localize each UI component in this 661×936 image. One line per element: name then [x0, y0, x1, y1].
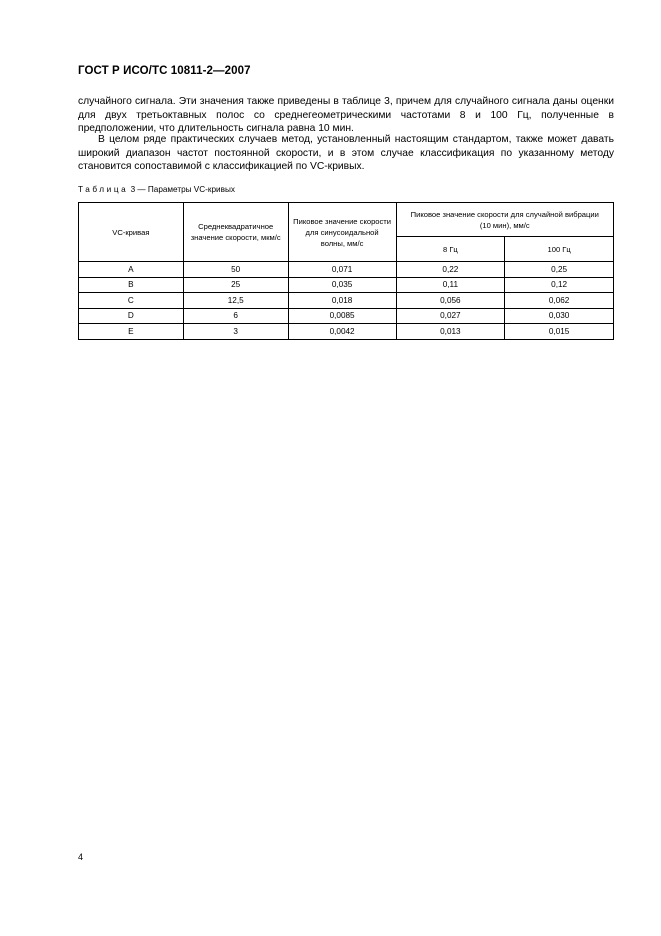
- cell-8hz: 0,22: [396, 262, 505, 278]
- cell-curve: B: [79, 277, 184, 293]
- cell-curve: C: [79, 293, 184, 309]
- header-peak-random: Пиковое значение скорости для случайной вибрации (10 мин), мм/с: [396, 203, 613, 237]
- cell-peak-sine: 0,018: [288, 293, 396, 309]
- table-row: [79, 293, 614, 309]
- header-peak-sine: Пиковое значение скорости для синусоидальной волны, мм/с: [288, 203, 396, 262]
- cell-8hz: 0,013: [396, 324, 505, 340]
- paragraph-1: случайного сигнала. Эти значения также приведены в таблице 3, причем для случайного сигнала даны оценки для двух третьоктавных полос со среднегеометрическими частотами 8 и 100 Гц, полученные в предположении, что длительность сигнала равна 10 мин.: [78, 96, 614, 135]
- cell-8hz: 0,11: [396, 277, 505, 293]
- cell-curve: E: [79, 324, 184, 340]
- cell-100hz: 0,062: [505, 293, 614, 309]
- header-curve: VC-кривая: [79, 203, 184, 262]
- cell-curve: D: [79, 308, 184, 324]
- cell-8hz: 0,027: [396, 308, 505, 324]
- cell-rms: 12,5: [183, 293, 288, 309]
- table-caption-label: Таблица: [78, 185, 129, 194]
- cell-peak-sine: 0,035: [288, 277, 396, 293]
- cell-100hz: 0,015: [505, 324, 614, 340]
- table-caption-title: 3 — Параметры VC-кривых: [128, 185, 235, 194]
- cell-rms: 50: [183, 262, 288, 278]
- header-rms: Среднеквадратичное значение скорости, мкм/с: [183, 203, 288, 262]
- cell-rms: 6: [183, 308, 288, 324]
- header-8hz: 8 Гц: [396, 237, 505, 262]
- cell-peak-sine: 0,0042: [288, 324, 396, 340]
- table-row: [79, 308, 614, 324]
- table-caption: [78, 185, 235, 194]
- page-number: 4: [78, 852, 84, 862]
- cell-100hz: 0,030: [505, 308, 614, 324]
- vc-curves-table: [78, 202, 614, 340]
- header-100hz: 100 Гц: [505, 237, 614, 262]
- cell-100hz: 0,12: [505, 277, 614, 293]
- document-header: ГОСТ Р ИСО/ТС 10811-2—2007: [78, 65, 251, 77]
- cell-peak-sine: 0,071: [288, 262, 396, 278]
- paragraph-2: В целом ряде практических случаев метод, установленный настоящим стандартом, также может давать широкий диапазон частот постоянной скорости, и в этом случае классификация по указанному методу становится сопоставимой с классификацией по VC-кривых.: [78, 134, 614, 173]
- cell-100hz: 0,25: [505, 262, 614, 278]
- cell-rms: 25: [183, 277, 288, 293]
- cell-8hz: 0,056: [396, 293, 505, 309]
- table-row: [79, 262, 614, 278]
- cell-rms: 3: [183, 324, 288, 340]
- cell-peak-sine: 0,0085: [288, 308, 396, 324]
- cell-curve: A: [79, 262, 184, 278]
- table-row: [79, 277, 614, 293]
- table-row: [79, 324, 614, 340]
- table-header-row: [79, 203, 614, 237]
